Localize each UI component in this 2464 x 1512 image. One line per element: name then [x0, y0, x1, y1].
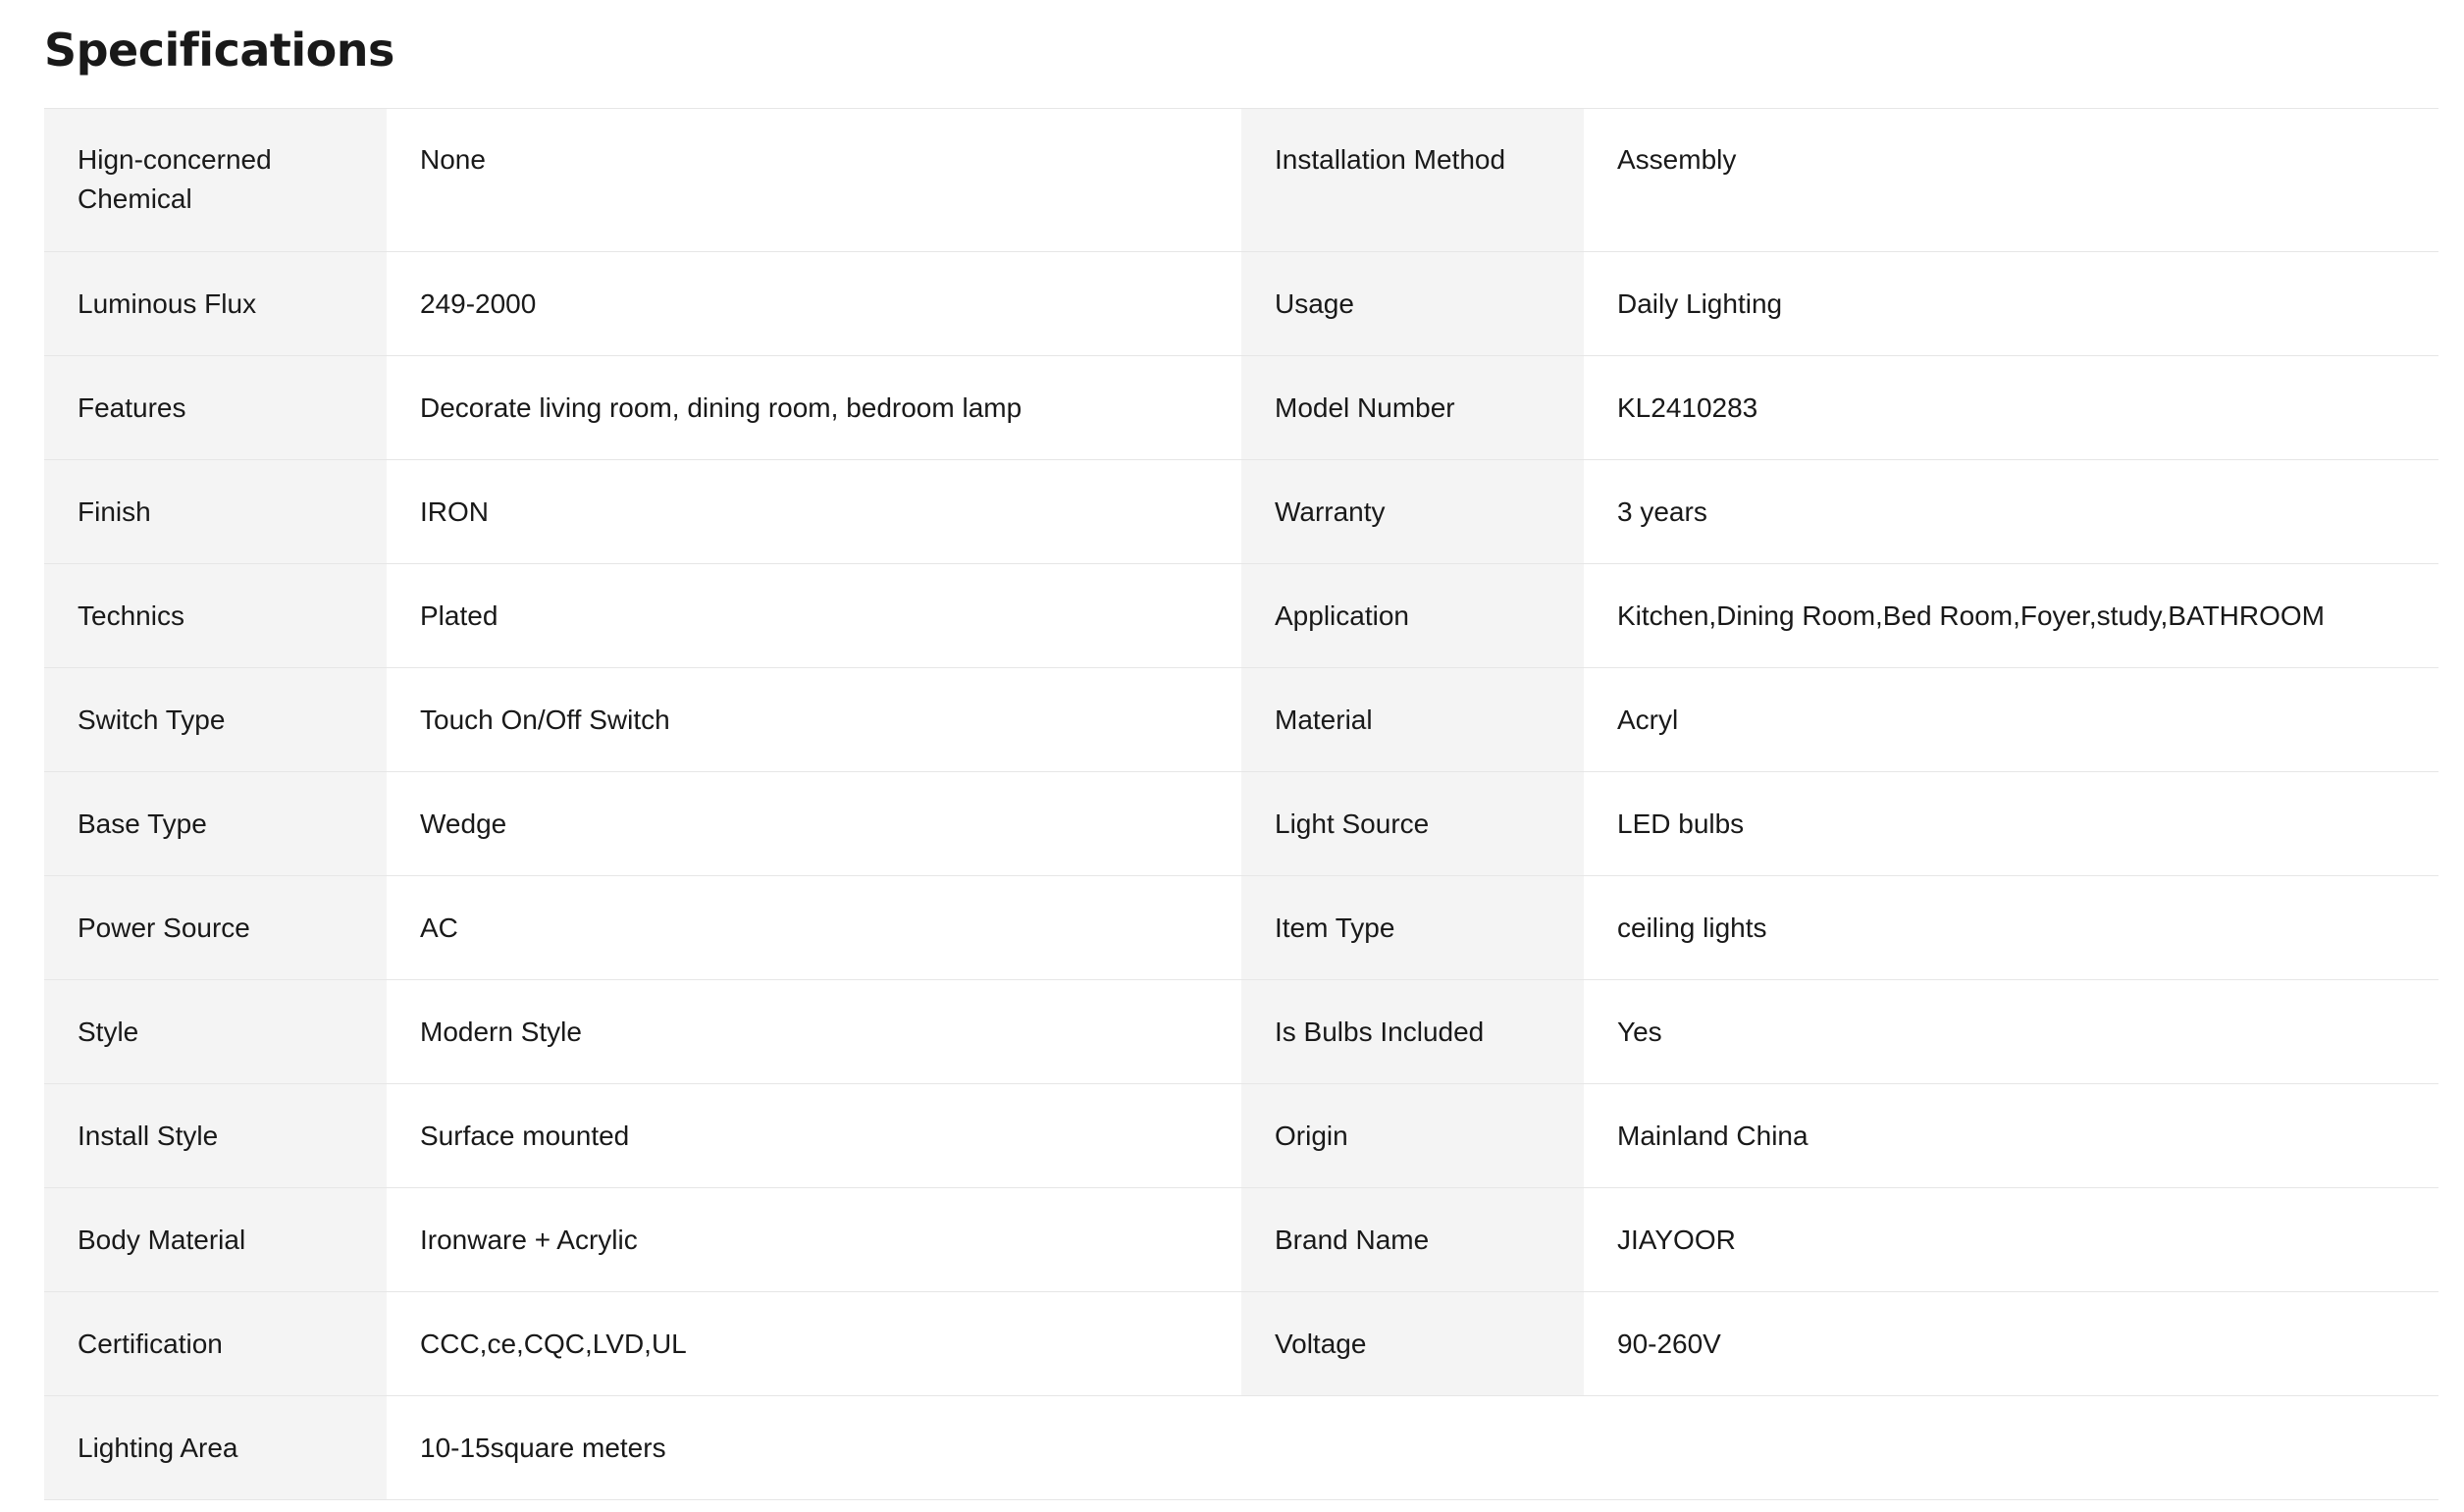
spec-row	[44, 876, 2438, 980]
spec-value: LED bulbs	[1584, 772, 2438, 876]
specifications-table	[44, 108, 2438, 1500]
spec-value: ceiling lights	[1584, 876, 2438, 980]
spec-value: Wedge	[387, 772, 1241, 876]
spec-label: Install Style	[44, 1084, 387, 1188]
spec-value: Modern Style	[387, 980, 1241, 1084]
spec-value: Daily Lighting	[1584, 252, 2438, 356]
spec-row	[44, 772, 2438, 876]
spec-label: Finish	[44, 460, 387, 564]
spec-value: 249-2000	[387, 252, 1241, 356]
spec-label: Warranty	[1241, 460, 1584, 564]
spec-row	[44, 1396, 2438, 1500]
spec-value: KL2410283	[1584, 356, 2438, 460]
spec-value: 90-260V	[1584, 1292, 2438, 1396]
spec-row	[44, 668, 2438, 772]
spec-row	[44, 252, 2438, 356]
spec-label: Lighting Area	[44, 1396, 387, 1500]
spec-label: Base Type	[44, 772, 387, 876]
spec-label: Hign-concerned Chemical	[44, 109, 387, 252]
spec-value: Plated	[387, 564, 1241, 668]
spec-label: Usage	[1241, 252, 1584, 356]
spec-label: Brand Name	[1241, 1188, 1584, 1292]
spec-label: Application	[1241, 564, 1584, 668]
spec-label: Technics	[44, 564, 387, 668]
spec-value: IRON	[387, 460, 1241, 564]
spec-label: Is Bulbs Included	[1241, 980, 1584, 1084]
spec-row	[44, 356, 2438, 460]
spec-value: Ironware + Acrylic	[387, 1188, 1241, 1292]
spec-row	[44, 109, 2438, 252]
spec-value: JIAYOOR	[1584, 1188, 2438, 1292]
spec-row	[44, 1084, 2438, 1188]
spec-value: Surface mounted	[387, 1084, 1241, 1188]
spec-label: Origin	[1241, 1084, 1584, 1188]
spec-value: Kitchen,Dining Room,Bed Room,Foyer,study,BATHROOM	[1584, 564, 2438, 668]
spec-value: Assembly	[1584, 109, 2438, 252]
spec-label: Light Source	[1241, 772, 1584, 876]
spec-label: Luminous Flux	[44, 252, 387, 356]
spec-label: Certification	[44, 1292, 387, 1396]
spec-row	[44, 460, 2438, 564]
spec-row	[44, 1188, 2438, 1292]
spec-row	[44, 564, 2438, 668]
spec-value: Yes	[1584, 980, 2438, 1084]
spec-value: 10-15square meters	[387, 1396, 2438, 1500]
spec-label: Item Type	[1241, 876, 1584, 980]
spec-value: Touch On/Off Switch	[387, 668, 1241, 772]
spec-label: Switch Type	[44, 668, 387, 772]
spec-row	[44, 980, 2438, 1084]
spec-value: Decorate living room, dining room, bedroom lamp	[387, 356, 1241, 460]
spec-label: Features	[44, 356, 387, 460]
spec-value: None	[387, 109, 1241, 252]
spec-label: Material	[1241, 668, 1584, 772]
spec-label: Style	[44, 980, 387, 1084]
spec-value: Mainland China	[1584, 1084, 2438, 1188]
spec-value: 3 years	[1584, 460, 2438, 564]
spec-label: Voltage	[1241, 1292, 1584, 1396]
spec-label: Installation Method	[1241, 109, 1584, 252]
spec-value: AC	[387, 876, 1241, 980]
spec-value: Acryl	[1584, 668, 2438, 772]
section-title: Specifications	[44, 24, 394, 77]
spec-value: CCC,ce,CQC,LVD,UL	[387, 1292, 1241, 1396]
spec-label: Model Number	[1241, 356, 1584, 460]
spec-label: Power Source	[44, 876, 387, 980]
spec-label: Body Material	[44, 1188, 387, 1292]
spec-row	[44, 1292, 2438, 1396]
